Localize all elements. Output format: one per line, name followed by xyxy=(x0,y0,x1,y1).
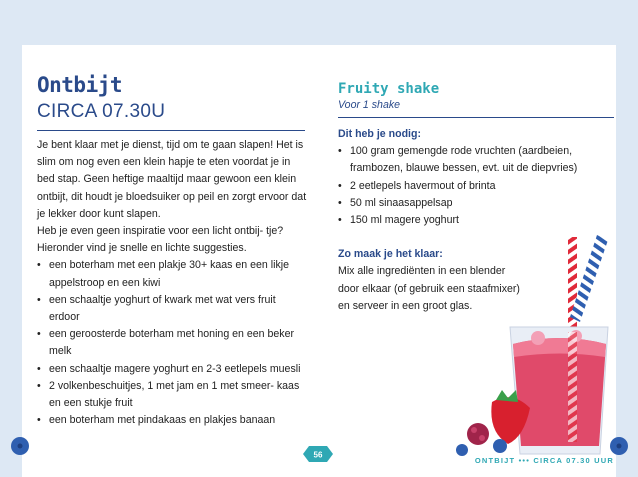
section-subtitle: CIRCA 07.30U xyxy=(37,101,166,122)
inspiration-paragraph: Heb je even geen inspiratie voor een licht ontbij- tje? Hieronder vind je snelle en lichte suggesties. xyxy=(37,225,284,255)
list-item: • een geroosterde boterham met honing en een beker melk xyxy=(37,326,307,360)
breakfast-column xyxy=(37,72,307,429)
intro-paragraph: Je bent klaar met je dienst, tijd om te gaan slapen! Het is slim om nog even een klein hapje te eten voordat je in bed stap. Geen heftige maaltijd maar gewoon een klein ontbijt, dit houdt je bloedsuiker op peil en zorgt ervoor dat je lekker door kunt slapen. xyxy=(37,139,307,220)
page-number: 56 xyxy=(313,450,323,460)
running-head: ONTBIJT ••• CIRCA 07.30 UUR xyxy=(474,456,614,465)
method-heading: Zo maak je het klaar: xyxy=(338,248,443,261)
list-item: • een schaaltje magere yoghurt en 2-3 eetlepels muesli xyxy=(37,361,307,378)
recipe-subtitle: Voor 1 shake xyxy=(338,99,401,111)
blueberry-icon xyxy=(493,439,507,453)
blueberry-icon xyxy=(10,436,30,456)
list-item: • een boterham met een plakje 30+ kaas en een likje appelstroop en een kiwi xyxy=(37,257,307,291)
method-text: Mix alle ingrediënten in een blender door elkaar (of gebruik een staafmixer) en serveer in een groot glas. xyxy=(338,265,520,312)
section-title: Ontbijt xyxy=(37,73,123,97)
divider xyxy=(37,130,305,131)
shake-illustration xyxy=(440,232,618,462)
ingredients-heading: Dit heb je nodig: xyxy=(338,128,421,140)
list-item: • 150 ml magere yoghurt xyxy=(338,212,600,229)
suggestion-list xyxy=(37,257,307,429)
list-item: • 2 volkenbeschuitjes, 1 met jam en 1 met smeer- kaas en een stukje fruit xyxy=(37,378,307,412)
blueberry-icon xyxy=(609,436,629,456)
recipe-title: Fruity shake xyxy=(338,81,440,97)
ingredient-list xyxy=(338,143,600,229)
raspberry-icon xyxy=(467,423,489,445)
list-item: • een boterham met pindakaas en plakjes banaan xyxy=(37,412,307,429)
blueberry-icon xyxy=(456,444,468,456)
list-item: • 100 gram gemengde rode vruchten (aardbeien, frambozen, blauwe bessen, evt. uit de diepvries) xyxy=(338,143,600,177)
page-number-badge xyxy=(303,446,333,462)
list-item: • 2 eetlepels havermout of brinta xyxy=(338,178,600,195)
list-item: • 50 ml sinaasappelsap xyxy=(338,195,600,212)
intro-text xyxy=(37,137,307,257)
list-item: • een schaaltje yoghurt of kwark met wat vers fruit erdoor xyxy=(37,292,307,326)
divider xyxy=(338,117,614,118)
